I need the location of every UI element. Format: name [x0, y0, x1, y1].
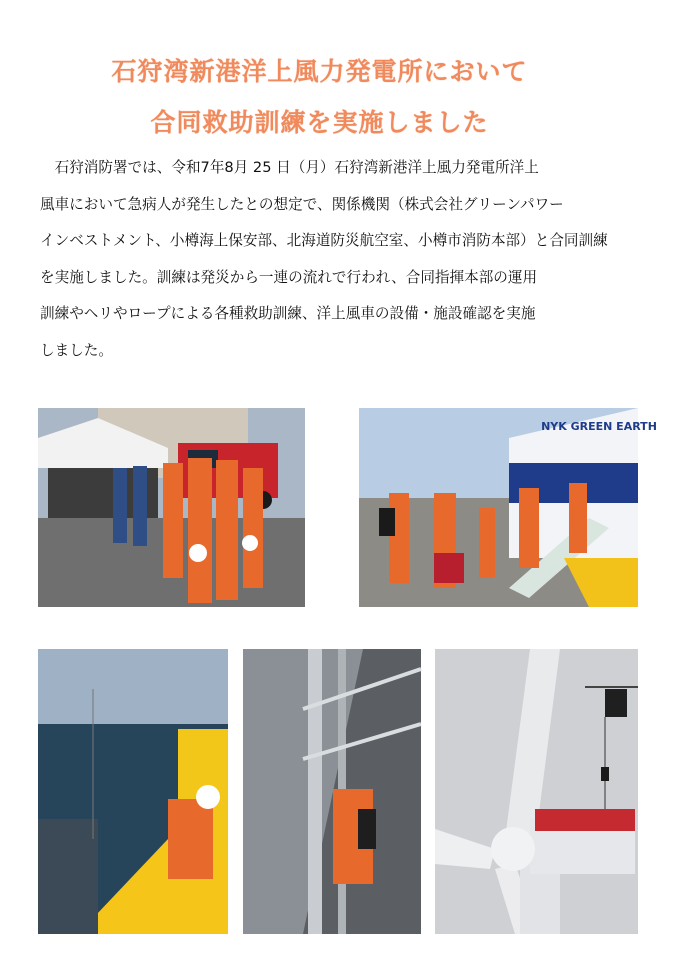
platform-illustration: [38, 649, 228, 934]
body-line: しました。: [40, 341, 113, 359]
photo-boarding-vessel: [359, 408, 657, 607]
page-title-line-2: 合同救助訓練を実施しました: [150, 108, 489, 137]
ship-name-lettering: NYK GREEN EARTH: [541, 420, 657, 433]
command-post-illustration: [38, 408, 305, 607]
tower-interior-illustration: [243, 649, 421, 934]
photo-turbine-platform: [38, 649, 228, 934]
photo-command-post: [38, 408, 305, 607]
body-line: を実施しました。訓練は発災から一連の流れで行われ、合同指揮本部の運用: [40, 268, 538, 286]
body-line: 風車において急病人が発生したとの想定で、関係機関（株式会社グリーンパワー: [40, 195, 564, 213]
article-body: [40, 150, 650, 369]
body-line: インベストメント、小樽海上保安部、北海道防災航空室、小樽市消防本部）と合同訓練: [40, 232, 608, 249]
body-line: 訓練やヘリやロープによる各種救助訓練、洋上風車の設備・施設確認を実施: [40, 305, 536, 322]
vessel-boarding-illustration: [359, 408, 657, 607]
body-line: 石狩消防署では、令和7年8月 25 日（月）石狩湾新港洋上風力発電所洋上: [40, 159, 539, 176]
photo-helicopter-rescue: [435, 649, 638, 934]
photo-rope-descent: [243, 649, 421, 934]
wind-turbine-illustration: [435, 649, 638, 934]
page-title-line-1: 石狩湾新港洋上風力発電所において: [111, 57, 528, 86]
